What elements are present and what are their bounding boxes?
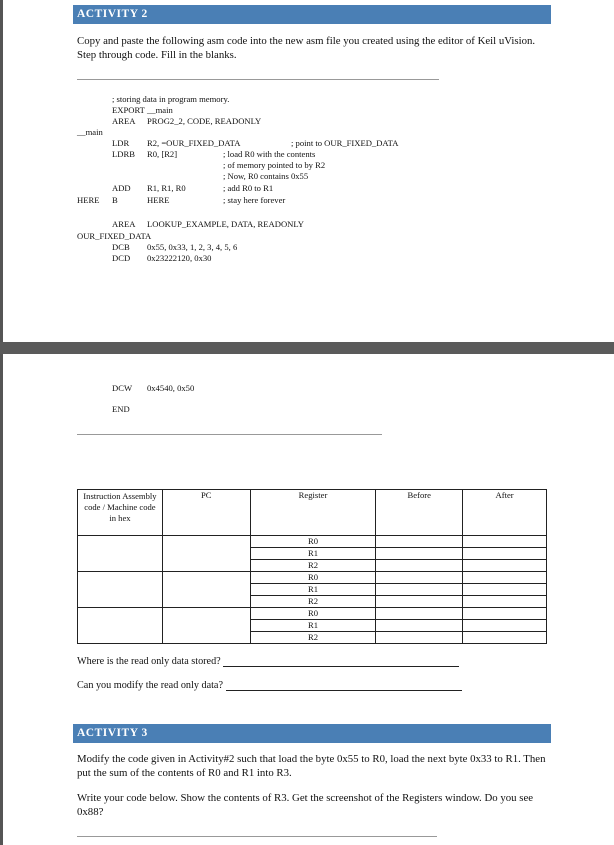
- activity2-intro: Copy and paste the following asm code into the new asm file you created using the editor of Keil uVision. Step through code. Fill in the blanks.: [77, 35, 536, 61]
- after-cell[interactable]: [463, 548, 547, 560]
- code-comment: ; add R0 to R1: [223, 183, 274, 193]
- code-directive: AREA: [112, 116, 136, 126]
- table-row: [78, 608, 547, 620]
- before-cell[interactable]: [376, 608, 463, 620]
- after-cell[interactable]: [463, 536, 547, 548]
- code-label: __main: [77, 127, 103, 137]
- register-r2: R2: [250, 560, 376, 572]
- register-r1: R1: [250, 584, 376, 596]
- after-cell[interactable]: [463, 608, 547, 620]
- code-operand: LOOKUP_EXAMPLE, DATA, READONLY: [147, 219, 304, 229]
- before-cell[interactable]: [376, 560, 463, 572]
- activity3-header: ACTIVITY 3: [73, 724, 551, 743]
- col-header-pc: PC: [162, 490, 250, 536]
- register-r1: R1: [250, 620, 376, 632]
- code-opcode: LDRB: [112, 149, 135, 159]
- pc-cell[interactable]: [162, 608, 250, 644]
- divider: [77, 434, 382, 435]
- code-operand: R0, [R2]: [147, 149, 178, 159]
- code-opcode: DCD: [112, 253, 131, 263]
- answer-blank[interactable]: [226, 680, 462, 691]
- register-r1: R1: [250, 548, 376, 560]
- divider: [77, 836, 437, 837]
- code-opcode: DCB: [112, 242, 130, 252]
- code-opcode: ADD: [112, 183, 131, 193]
- code-operand: __main: [147, 105, 173, 115]
- code-comment: ; Now, R0 contains 0x55: [223, 171, 309, 181]
- after-cell[interactable]: [463, 560, 547, 572]
- register-r0: R0: [250, 608, 376, 620]
- code-operand: 0x23222120, 0x30: [147, 253, 212, 263]
- question-text: Can you modify the read only data?: [77, 680, 223, 691]
- instruction-cell[interactable]: [78, 608, 163, 644]
- table-row: [78, 536, 547, 548]
- code-comment: ; storing data in program memory.: [112, 94, 230, 104]
- page-gap: [0, 342, 614, 354]
- activity2-header: ACTIVITY 2: [73, 5, 551, 24]
- code-comment: ; of memory pointed to by R2: [223, 160, 326, 170]
- code-comment: ; load R0 with the contents: [223, 149, 316, 159]
- document-page-2: [0, 354, 614, 845]
- code-operand: R1, R1, R0: [147, 183, 186, 193]
- before-cell[interactable]: [376, 596, 463, 608]
- code-comment: ; point to OUR_FIXED_DATA: [291, 138, 399, 148]
- code-opcode: LDR: [112, 138, 130, 148]
- after-cell[interactable]: [463, 596, 547, 608]
- code-label: OUR_FIXED_DATA: [77, 231, 152, 241]
- before-cell[interactable]: [376, 572, 463, 584]
- col-header-register: Register: [250, 490, 376, 536]
- before-cell[interactable]: [376, 632, 463, 644]
- col-header-instruction: Instruction Assembly code / Machine code in hex: [78, 490, 163, 536]
- before-cell[interactable]: [376, 584, 463, 596]
- divider: [77, 79, 439, 80]
- code-directive: AREA: [112, 219, 136, 229]
- code-opcode: DCW: [112, 383, 133, 393]
- pc-cell[interactable]: [162, 572, 250, 608]
- after-cell[interactable]: [463, 584, 547, 596]
- trace-table: [77, 489, 547, 644]
- code-operand: HERE: [147, 195, 170, 205]
- before-cell[interactable]: [376, 536, 463, 548]
- code-directive: EXPORT: [112, 105, 145, 115]
- code-directive: END: [112, 404, 130, 414]
- code-opcode: B: [112, 195, 118, 205]
- col-header-before: Before: [376, 490, 463, 536]
- table-header-row: [78, 490, 547, 536]
- register-r0: R0: [250, 536, 376, 548]
- register-r2: R2: [250, 632, 376, 644]
- instruction-cell[interactable]: [78, 536, 163, 572]
- answer-blank[interactable]: [223, 656, 459, 667]
- question-text: Where is the read only data stored?: [77, 656, 221, 667]
- register-r0: R0: [250, 572, 376, 584]
- register-r2: R2: [250, 596, 376, 608]
- code-label: HERE: [77, 195, 100, 205]
- code-operand: R2, =OUR_FIXED_DATA: [147, 138, 241, 148]
- code-operand: PROG2_2, CODE, READONLY: [147, 116, 262, 126]
- activity3-task: Write your code below. Show the contents of R3. Get the screenshot of the Registers window. Do you see 0x88?: [77, 792, 534, 818]
- question-readonly-location: [77, 656, 459, 667]
- after-cell[interactable]: [463, 632, 547, 644]
- after-cell[interactable]: [463, 620, 547, 632]
- after-cell[interactable]: [463, 572, 547, 584]
- pc-cell[interactable]: [162, 536, 250, 572]
- activity3-instructions: Modify the code given in Activity#2 such that load the byte 0x55 to R0, load the next byte 0x33 to R1. Then put the sum of the contents of R0 and R1 into R3.: [77, 753, 546, 779]
- before-cell[interactable]: [376, 620, 463, 632]
- code-operand: 0x4540, 0x50: [147, 383, 195, 393]
- instruction-cell[interactable]: [78, 572, 163, 608]
- col-header-after: After: [463, 490, 547, 536]
- code-operand: 0x55, 0x33, 1, 2, 3, 4, 5, 6: [147, 242, 238, 252]
- document-page-1: [0, 0, 614, 342]
- question-modify-readonly: [77, 680, 462, 691]
- table-row: [78, 572, 547, 584]
- code-comment: ; stay here forever: [223, 195, 286, 205]
- before-cell[interactable]: [376, 548, 463, 560]
